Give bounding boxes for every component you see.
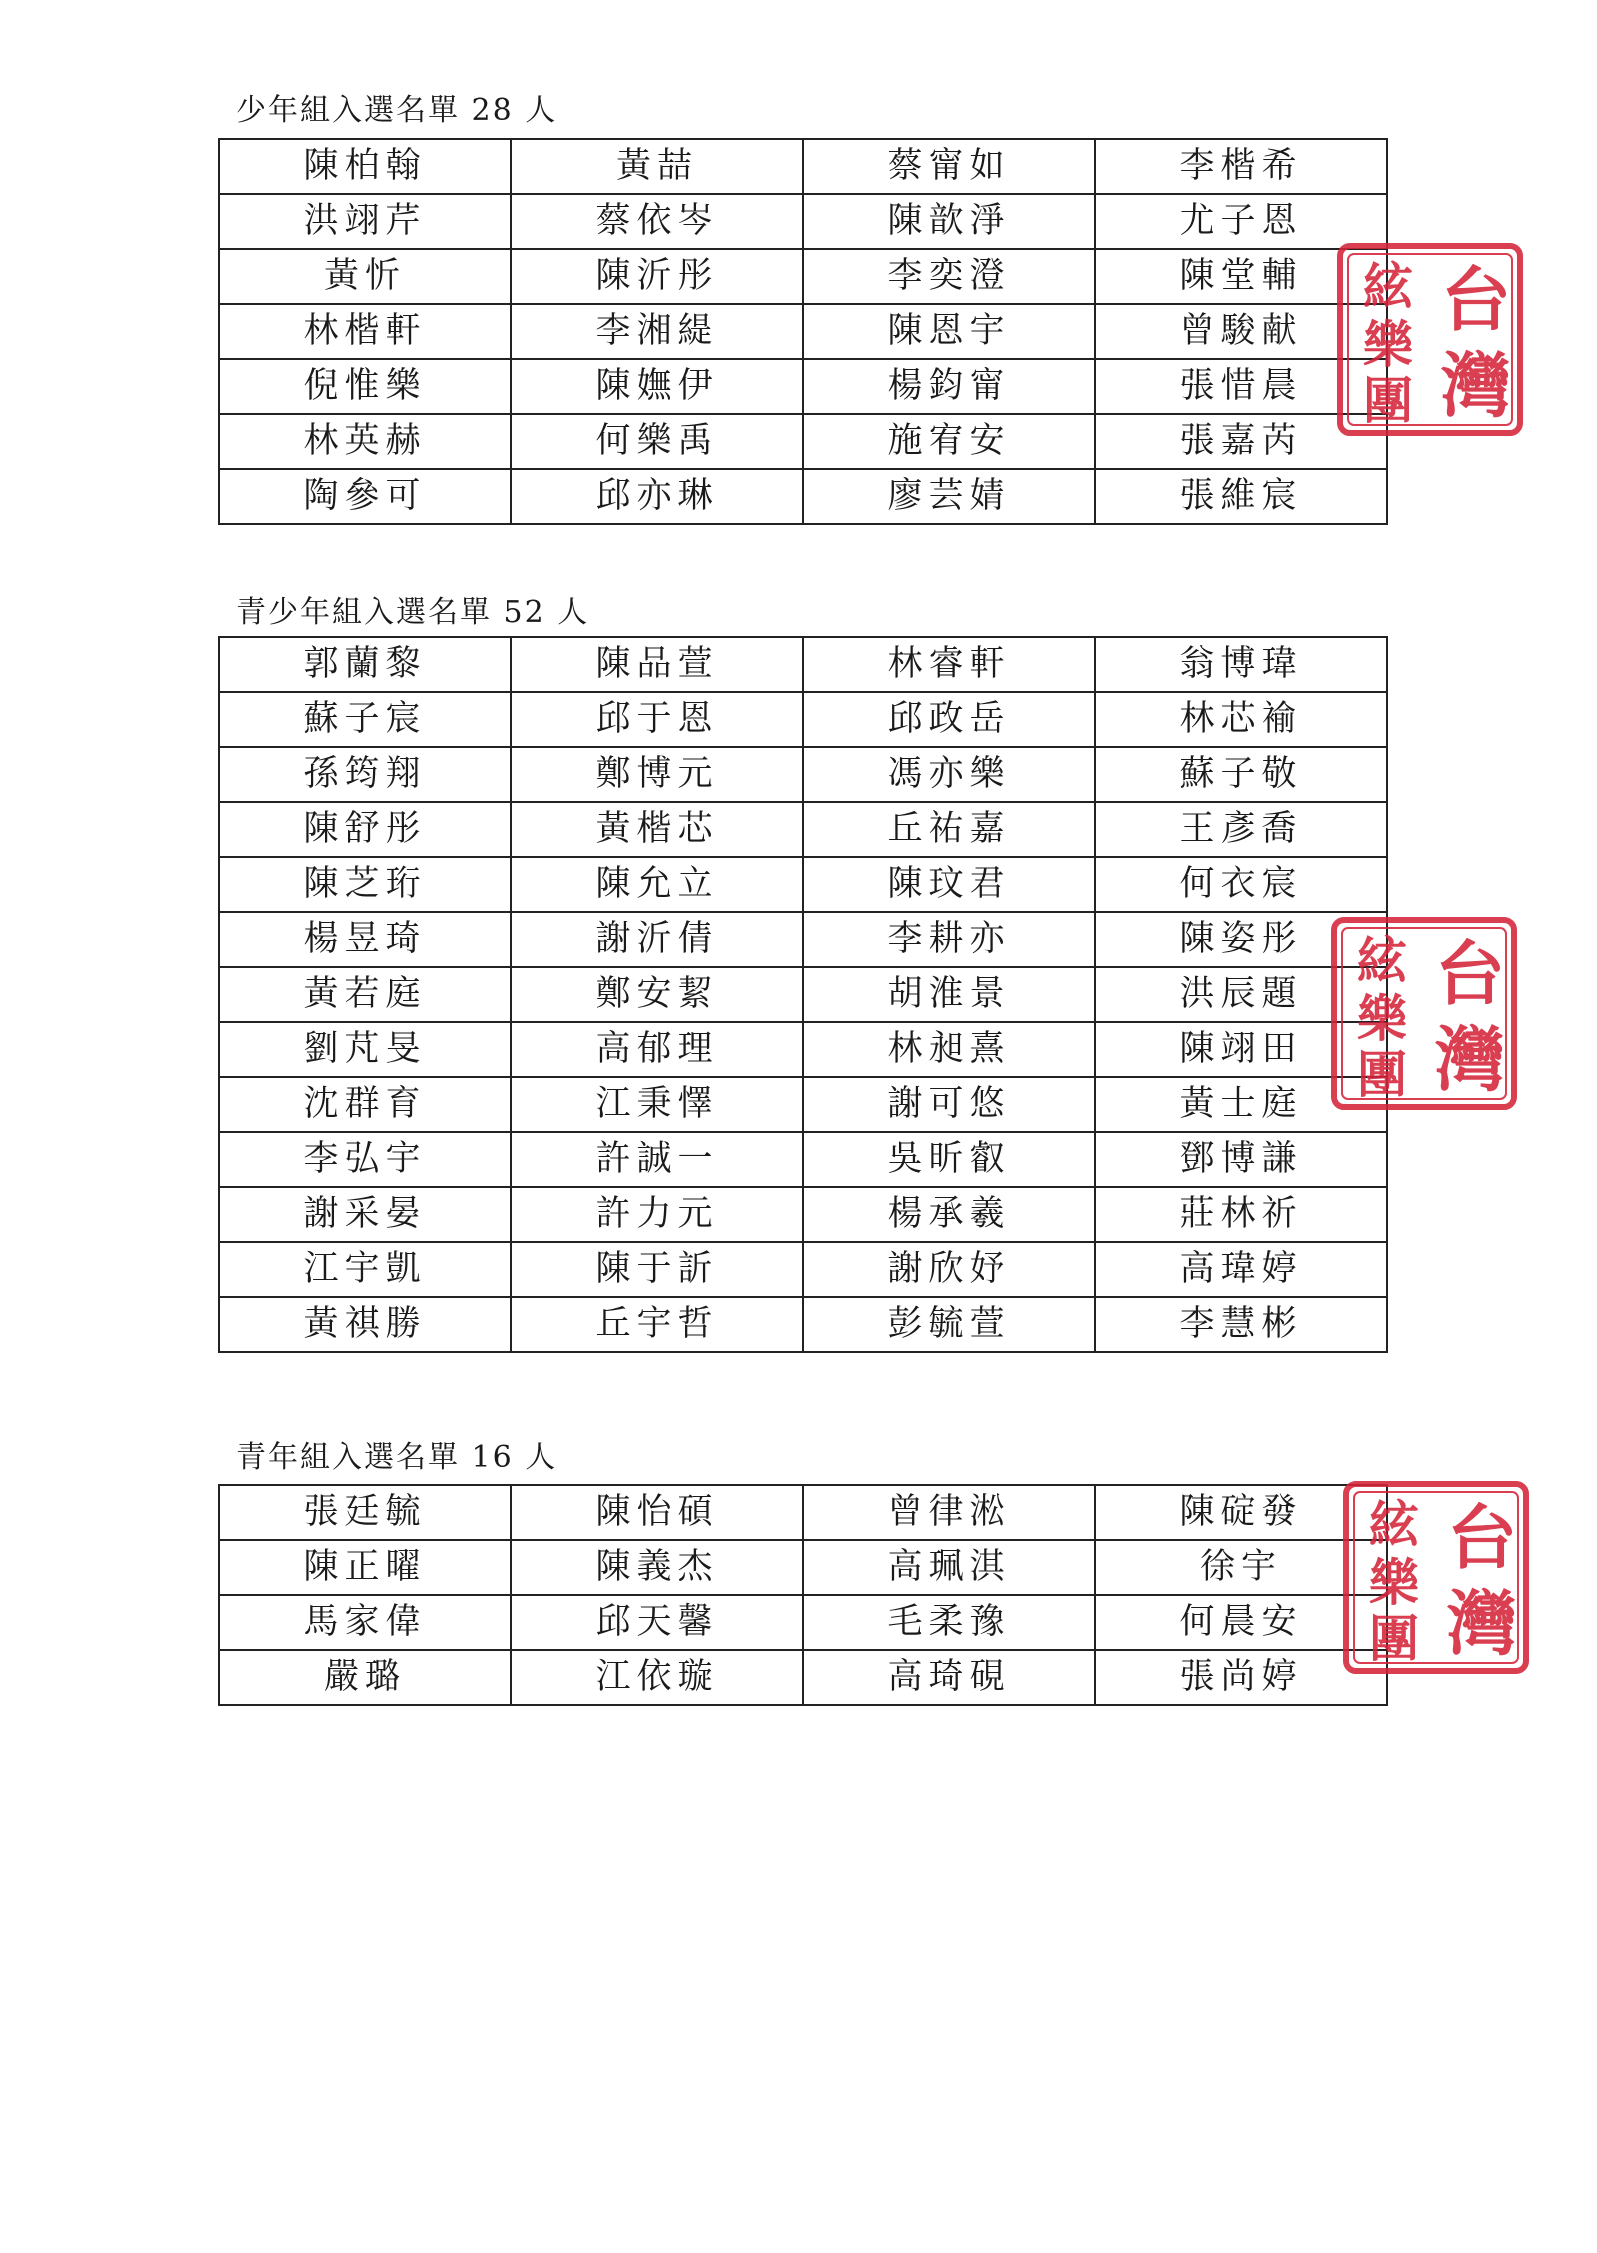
roster-table-teen [218, 636, 1388, 1353]
table-row [219, 1540, 1387, 1595]
svg-text:樂: 樂 [1357, 989, 1407, 1048]
red-seal-stamp [1336, 242, 1524, 437]
member-name-cell: 張惜晨 [1095, 359, 1387, 414]
svg-text:團: 團 [1369, 1609, 1419, 1668]
svg-text:樂: 樂 [1363, 315, 1413, 374]
member-name-cell: 林睿軒 [803, 637, 1095, 692]
table-row [219, 1485, 1387, 1540]
member-name-cell: 楊承羲 [803, 1187, 1095, 1242]
member-name-cell: 徐宇 [1095, 1540, 1387, 1595]
member-name-cell: 林芯褕 [1095, 692, 1387, 747]
member-name-cell: 李弘宇 [219, 1132, 511, 1187]
member-name-cell: 鄭博元 [511, 747, 803, 802]
table-row [219, 1187, 1387, 1242]
svg-text:樂: 樂 [1369, 1553, 1419, 1612]
member-name-cell: 陳玟君 [803, 857, 1095, 912]
member-name-cell: 謝欣妤 [803, 1242, 1095, 1297]
table-row [219, 1650, 1387, 1705]
member-name-cell: 孫筠翔 [219, 747, 511, 802]
member-name-cell: 胡淮景 [803, 967, 1095, 1022]
member-name-cell: 陳于訢 [511, 1242, 803, 1297]
member-name-cell: 楊鈞甯 [803, 359, 1095, 414]
member-name-cell: 林昶熹 [803, 1022, 1095, 1077]
member-name-cell: 馮亦樂 [803, 747, 1095, 802]
table-row [219, 857, 1387, 912]
red-seal-stamp [1342, 1480, 1530, 1675]
member-name-cell: 林英赫 [219, 414, 511, 469]
section-title-teen: 青少年組入選名單 52 人 [236, 595, 590, 630]
table-row [219, 912, 1387, 967]
table-row [219, 139, 1387, 194]
member-name-cell: 陳堂輔 [1095, 249, 1387, 304]
member-name-cell: 翁博瑋 [1095, 637, 1387, 692]
member-name-cell: 黃祺勝 [219, 1297, 511, 1352]
roster-table-youth [218, 1484, 1388, 1706]
member-name-cell: 高瑋婷 [1095, 1242, 1387, 1297]
member-name-cell: 廖芸婧 [803, 469, 1095, 524]
member-name-cell: 陳義杰 [511, 1540, 803, 1595]
member-name-cell: 洪辰題 [1095, 967, 1387, 1022]
member-name-cell: 莊林祈 [1095, 1187, 1387, 1242]
member-name-cell: 洪翊芹 [219, 194, 511, 249]
member-name-cell: 曾律淞 [803, 1485, 1095, 1540]
member-name-cell: 沈群育 [219, 1077, 511, 1132]
member-name-cell: 尤子恩 [1095, 194, 1387, 249]
member-name-cell: 謝采晏 [219, 1187, 511, 1242]
member-name-cell: 陳沂彤 [511, 249, 803, 304]
member-name-cell: 陳碇發 [1095, 1485, 1387, 1540]
member-name-cell: 李耕亦 [803, 912, 1095, 967]
member-name-cell: 邱天馨 [511, 1595, 803, 1650]
member-name-cell: 蔡依岑 [511, 194, 803, 249]
member-name-cell: 陳歆淨 [803, 194, 1095, 249]
member-name-cell: 何樂禹 [511, 414, 803, 469]
table-row [219, 802, 1387, 857]
member-name-cell: 張嘉芮 [1095, 414, 1387, 469]
svg-text:絃: 絃 [1369, 1495, 1419, 1554]
member-name-cell: 王彥喬 [1095, 802, 1387, 857]
member-name-cell: 蔡甯如 [803, 139, 1095, 194]
member-name-cell: 毛柔豫 [803, 1595, 1095, 1650]
member-name-cell: 陳允立 [511, 857, 803, 912]
svg-text:台: 台 [1435, 932, 1505, 1015]
svg-text:灣: 灣 [1435, 1018, 1505, 1101]
member-name-cell: 彭毓萱 [803, 1297, 1095, 1352]
member-name-cell: 邱亦琳 [511, 469, 803, 524]
member-name-cell: 丘祐嘉 [803, 802, 1095, 857]
member-name-cell: 陶參可 [219, 469, 511, 524]
member-name-cell: 曾駿献 [1095, 304, 1387, 359]
table-row [219, 1022, 1387, 1077]
member-name-cell: 嚴璐 [219, 1650, 511, 1705]
member-name-cell: 蘇子敬 [1095, 747, 1387, 802]
member-name-cell: 施宥安 [803, 414, 1095, 469]
member-name-cell: 丘宇哲 [511, 1297, 803, 1352]
roster-table-junior [218, 138, 1388, 525]
member-name-cell: 李慧彬 [1095, 1297, 1387, 1352]
svg-text:絃: 絃 [1357, 931, 1407, 990]
member-name-cell: 林楷軒 [219, 304, 511, 359]
member-name-cell: 吳昕叡 [803, 1132, 1095, 1187]
section-title-youth: 青年組入選名單 16 人 [236, 1440, 558, 1475]
member-name-cell: 蘇子宸 [219, 692, 511, 747]
member-name-cell: 郭蘭黎 [219, 637, 511, 692]
member-name-cell: 江秉懌 [511, 1077, 803, 1132]
table-row [219, 1297, 1387, 1352]
member-name-cell: 高琦硯 [803, 1650, 1095, 1705]
table-row [219, 692, 1387, 747]
member-name-cell: 邱政岳 [803, 692, 1095, 747]
svg-text:團: 團 [1363, 371, 1413, 430]
member-name-cell: 李奕澄 [803, 249, 1095, 304]
member-name-cell: 劉芃旻 [219, 1022, 511, 1077]
member-name-cell: 張維宸 [1095, 469, 1387, 524]
table-row [219, 359, 1387, 414]
member-name-cell: 黃楷芯 [511, 802, 803, 857]
member-name-cell: 陳舒彤 [219, 802, 511, 857]
svg-text:灣: 灣 [1447, 1582, 1517, 1665]
member-name-cell: 許力元 [511, 1187, 803, 1242]
member-name-cell: 高珮淇 [803, 1540, 1095, 1595]
member-name-cell: 楊昱琦 [219, 912, 511, 967]
member-name-cell: 陳柏翰 [219, 139, 511, 194]
member-name-cell: 黃若庭 [219, 967, 511, 1022]
member-name-cell: 何晨安 [1095, 1595, 1387, 1650]
member-name-cell: 陳品萱 [511, 637, 803, 692]
member-name-cell: 鄧博謙 [1095, 1132, 1387, 1187]
member-name-cell: 許誠一 [511, 1132, 803, 1187]
table-row [219, 414, 1387, 469]
member-name-cell: 江宇凱 [219, 1242, 511, 1297]
member-name-cell: 黃士庭 [1095, 1077, 1387, 1132]
table-row [219, 637, 1387, 692]
member-name-cell: 陳正曜 [219, 1540, 511, 1595]
member-name-cell: 陳芝珩 [219, 857, 511, 912]
svg-text:灣: 灣 [1441, 344, 1511, 427]
table-row [219, 747, 1387, 802]
svg-text:團: 團 [1357, 1045, 1407, 1104]
table-row [219, 469, 1387, 524]
member-name-cell: 倪惟樂 [219, 359, 511, 414]
svg-text:絃: 絃 [1363, 257, 1413, 316]
member-name-cell: 謝可悠 [803, 1077, 1095, 1132]
member-name-cell: 陳嫵伊 [511, 359, 803, 414]
member-name-cell: 李楷希 [1095, 139, 1387, 194]
member-name-cell: 謝沂倩 [511, 912, 803, 967]
member-name-cell: 陳翊田 [1095, 1022, 1387, 1077]
red-seal-stamp [1330, 916, 1518, 1111]
member-name-cell: 張廷毓 [219, 1485, 511, 1540]
table-row [219, 967, 1387, 1022]
table-row [219, 1595, 1387, 1650]
table-row [219, 1132, 1387, 1187]
section-title-junior: 少年組入選名單 28 人 [236, 93, 558, 128]
member-name-cell: 鄭安絜 [511, 967, 803, 1022]
member-name-cell: 何衣宸 [1095, 857, 1387, 912]
member-name-cell: 陳恩宇 [803, 304, 1095, 359]
table-row [219, 1242, 1387, 1297]
svg-text:台: 台 [1441, 258, 1511, 341]
table-row [219, 194, 1387, 249]
table-row [219, 304, 1387, 359]
member-name-cell: 黃喆 [511, 139, 803, 194]
member-name-cell: 張尚婷 [1095, 1650, 1387, 1705]
member-name-cell: 陳姿彤 [1095, 912, 1387, 967]
member-name-cell: 陳怡碩 [511, 1485, 803, 1540]
table-row [219, 249, 1387, 304]
member-name-cell: 黃忻 [219, 249, 511, 304]
member-name-cell: 馬家偉 [219, 1595, 511, 1650]
svg-text:台: 台 [1447, 1496, 1517, 1579]
member-name-cell: 邱于恩 [511, 692, 803, 747]
member-name-cell: 李湘緹 [511, 304, 803, 359]
member-name-cell: 高郁理 [511, 1022, 803, 1077]
member-name-cell: 江依璇 [511, 1650, 803, 1705]
table-row [219, 1077, 1387, 1132]
